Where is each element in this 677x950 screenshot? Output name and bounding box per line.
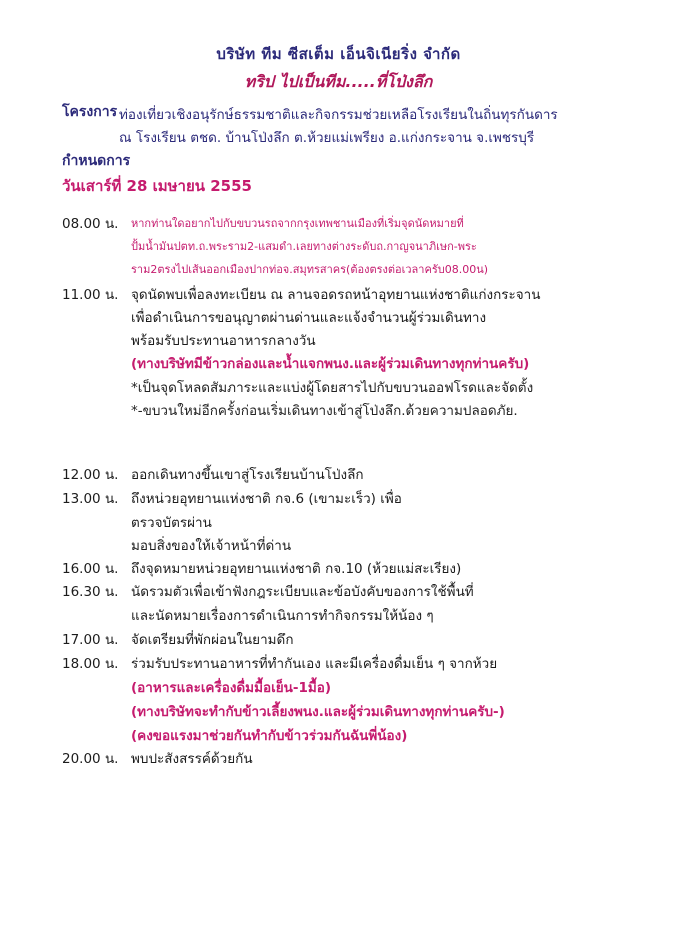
- item-0800-line-1: หากท่านใดอยากไปกับขบวนรถจากกรุงเทพชานเมืองที่เริ่มจุดนัดหมายที่: [131, 217, 464, 230]
- time-1800: 18.00 น.: [62, 656, 119, 672]
- project-label: โครงการ: [62, 104, 118, 120]
- item-1200-line-1: ออกเดินทางขึ้นเขาสู่โรงเรียนบ้านโป่งลึก: [131, 467, 364, 483]
- time-1700: 17.00 น.: [62, 632, 119, 648]
- item-1100-line-6: *-ขบวนใหม่อีกครั้งก่อนเริ่มเดินทางเข้าสู่โป่งลึก.ด้วยความปลอดภัย.: [131, 403, 518, 419]
- item-1800-line-3: (ทางบริษัทจะทำกับข้าวเลี้ยงพนง.และผู้ร่วมเดินทางทุกท่านครับ-): [131, 704, 505, 720]
- item-1100-line-2: เพื่อดำเนินการขอนุญาตผ่านด่านและแจ้งจำนวนผู้ร่วมเดินทาง: [131, 310, 487, 326]
- trip-slogan: ทริป ไปเป็นทีม.....ที่โป่งลึก: [244, 72, 433, 91]
- item-1800-line-4: (คงขอแรงมาช่วยกันทำกับข้าวร่วมกันฉันพี่น้อง): [131, 728, 408, 744]
- item-1100-line-1: จุดนัดพบเพื่อลงทะเบียน ณ ลานจอดรถหน้าอุทยานแห่งชาติแก่งกระจาน: [131, 287, 541, 303]
- time-1200: 12.00 น.: [62, 467, 119, 483]
- item-1300-line-2: ตรวจบัตรผ่าน: [131, 515, 212, 531]
- item-0800-line-3: ราม2ตรงไปเส้นออกเมืองปากท่อจ.สมุทรสาคร(ต้องตรงต่อเวลาครับ08.00น): [131, 263, 489, 276]
- item-1800-line-1: ร่วมรับประทานอาหารที่ทำกันเอง และมีเครื่องดื่มเย็น ๆ จากห้วย: [131, 656, 498, 672]
- item-1600-line-1: ถึงจุดหมายหน่วยอุทยานแห่งชาติ กจ.10 (ห้วยแม่สะเรียง): [131, 561, 462, 577]
- time-1630: 16.30 น.: [62, 584, 119, 600]
- item-1100-line-4: (ทางบริษัทมีข้าวกล่องและน้ำแจกพนง.และผู้ร่วมเดินทางทุกท่านครับ): [131, 356, 530, 372]
- item-1800-line-2: (อาหารและเครื่องดื่มมื้อเย็น-1มื้อ): [131, 680, 332, 696]
- time-1100: 11.00 น.: [62, 287, 119, 303]
- time-2000: 20.00 น.: [62, 751, 119, 767]
- time-0800: 08.00 น.: [62, 216, 119, 232]
- item-1100-line-3: พร้อมรับประทานอาหารกลางวัน: [131, 333, 316, 349]
- item-2000-line-1: พบปะสังสรรค์ด้วยกัน: [131, 751, 253, 767]
- time-1300: 13.00 น.: [62, 491, 119, 507]
- item-1300-line-3: มอบสิ่งของให้เจ้าหน้าที่ด่าน: [131, 538, 292, 554]
- item-1300-line-1: ถึงหน่วยอุทยานแห่งชาติ กจ.6 (เขามะเร็ว) เพื่อ: [131, 491, 402, 507]
- time-1600: 16.00 น.: [62, 561, 119, 577]
- item-1100-line-5: *เป็นจุดโหลดสัมภาระและแบ่งผู้โดยสารไปกับขบวนออฟโรดและจัดตั้ง: [131, 380, 534, 396]
- schedule-label: กำหนดการ: [62, 153, 131, 169]
- item-1700-line-1: จัดเตรียมที่พักผ่อนในยามดึก: [131, 632, 294, 648]
- schedule-date: วันเสาร์ที่ 28 เมษายน 2555: [62, 177, 252, 195]
- item-1630-line-1: นัดรวมตัวเพื่อเข้าฟังกฎระเบียบและข้อบังคับของการใช้พื้นที่: [131, 584, 474, 600]
- project-description-line-2: ณ โรงเรียน ตชด. บ้านโป่งลึก ต.ห้วยแม่เพรียง อ.แก่งกระจาน จ.เพชรบุรี: [119, 130, 535, 146]
- project-description-line-1: ท่องเที่ยวเชิงอนุรักษ์ธรรมชาติและกิจกรรมช่วยเหลือโรงเรียนในถิ่นทุรกันดาร: [119, 107, 558, 123]
- item-1630-line-2: และนัดหมายเรื่องการดำเนินการทำกิจกรรมให้น้อง ๆ: [131, 608, 434, 624]
- item-0800-line-2: ปั้มน้ำมันปตท.ถ.พระราม2-แสมดำ.เลยทางต่างระดับถ.กาญจนาภิเษก-พระ: [131, 240, 477, 253]
- company-name: บริษัท ทีม ซีสเต็ม เอ็นจิเนียริ่ง จำกัด: [216, 45, 461, 63]
